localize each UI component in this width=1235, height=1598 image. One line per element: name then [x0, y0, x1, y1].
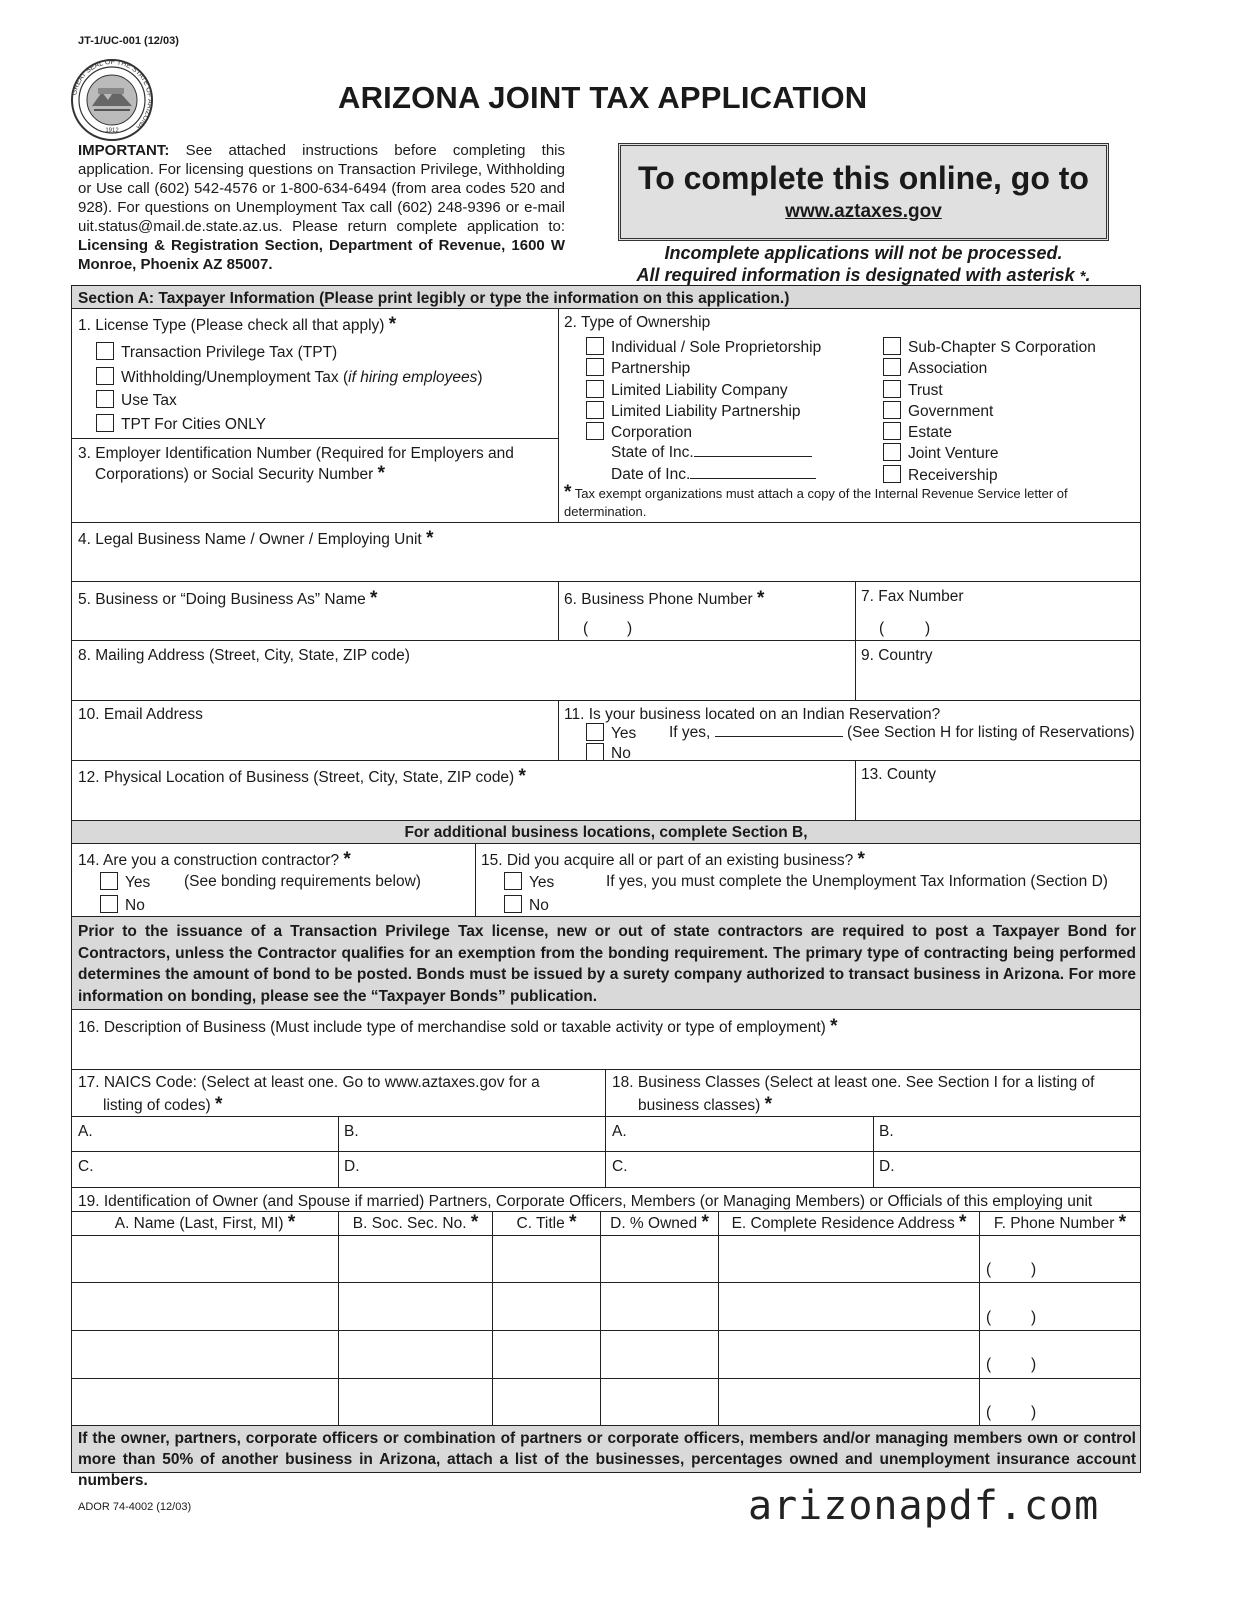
q14-label: 14. Are you a construction contractor? *: [78, 849, 351, 870]
reservation-name-field[interactable]: If yes, (See Section H for listing of Reservations): [669, 724, 1135, 741]
col-header-name: A. Name (Last, First, MI) *: [114, 1212, 296, 1233]
watermark: arizonapdf.com: [748, 1483, 1100, 1529]
dba-name-input[interactable]: [72, 612, 557, 639]
ownership-llc-checkbox[interactable]: Limited Liability Company: [586, 380, 788, 400]
reservation-no-checkbox[interactable]: No: [586, 743, 631, 763]
important-text: See attached instructions before completing this application. For licensing questions on Transaction Privilege, Withholding or Use call (602) 542-4576 or 1-800-634-6494 (from area codes 520 and 928). For questions on Unemployment Tax call (602) 248-9396 or e-mail uit.status@mail.de.state.az.us. Please return complete application to:: [78, 142, 565, 235]
contractor-yes-note: (See bonding requirements below): [184, 873, 421, 890]
ownership-corporation-checkbox[interactable]: Corporation: [586, 422, 692, 442]
license-tpt-cities-checkbox[interactable]: TPT For Cities ONLY: [96, 414, 266, 434]
physical-location-input[interactable]: [72, 790, 854, 819]
online-url-link[interactable]: www.aztaxes.gov: [785, 201, 942, 222]
incomplete-note: [618, 242, 1109, 288]
business-class-c-input[interactable]: C.: [612, 1158, 628, 1175]
footer-form-code: ADOR 74-4002 (12/03): [78, 1501, 192, 1513]
ownership-sub-s-checkbox[interactable]: Sub-Chapter S Corporation: [883, 337, 1096, 357]
q7-label: 7. Fax Number: [861, 588, 964, 605]
table-row[interactable]: ( ): [986, 1309, 1037, 1326]
q17-label-line2: listing of codes) *: [103, 1094, 223, 1115]
table-row[interactable]: ( ): [986, 1404, 1037, 1421]
q11-label: 11. Is your business located on an Indian Reservation?: [564, 706, 941, 723]
ownership-trust-checkbox[interactable]: Trust: [883, 380, 943, 400]
online-box: [618, 143, 1109, 241]
q6-label: 6. Business Phone Number *: [564, 588, 765, 609]
q8-label: 8. Mailing Address (Street, City, State, ZIP code): [78, 647, 410, 664]
required-line: All required information is designated with asterisk *.: [636, 265, 1091, 285]
mailing-address-input[interactable]: [72, 668, 854, 699]
col-header-phone: F. Phone Number *: [993, 1212, 1127, 1233]
contractor-yes-checkbox[interactable]: Yes: [100, 872, 150, 892]
seal-year: 1912: [105, 128, 119, 134]
q5-label: 5. Business or “Doing Business As” Name *: [78, 588, 378, 609]
q3-label-line2: Corporations) or Social Security Number *: [95, 463, 385, 484]
col-header-title: C. Title *: [516, 1212, 577, 1233]
page-title: ARIZONA JOINT TAX APPLICATION: [338, 80, 868, 115]
fax-number-input[interactable]: ( ): [879, 620, 931, 637]
contractor-no-checkbox[interactable]: No: [100, 895, 145, 915]
country-input[interactable]: [857, 668, 1140, 699]
additional-locations-banner: For additional business locations, complete Section B,: [404, 824, 808, 841]
return-address: Licensing & Registration Section, Department of Revenue, 1600 W Monroe, Phoenix AZ 85007.: [78, 237, 565, 273]
date-of-inc-field[interactable]: Date of Inc.: [611, 465, 816, 484]
col-header-owned: D. % Owned *: [610, 1212, 709, 1233]
acquired-no-checkbox[interactable]: No: [504, 895, 549, 915]
county-input[interactable]: [857, 790, 1140, 819]
business-class-d-input[interactable]: D.: [879, 1158, 895, 1175]
ownership-receivership-checkbox[interactable]: Receivership: [883, 465, 998, 485]
naics-code-a-input[interactable]: A.: [78, 1123, 93, 1140]
license-use-tax-checkbox[interactable]: Use Tax: [96, 390, 177, 410]
q19-label: 19. Identification of Owner (and Spouse if married) Partners, Corporate Officers, Members (or Managing Members) or Officials of this employing unit: [78, 1193, 1093, 1210]
col-header-address: E. Complete Residence Address *: [731, 1212, 967, 1233]
acquired-yes-note: If yes, you must complete the Unemployment Tax Information (Section D): [606, 873, 1108, 890]
ownership-government-checkbox[interactable]: Government: [883, 401, 993, 421]
ownership-association-checkbox[interactable]: Association: [883, 358, 987, 378]
section-a-title: Section A: Taxpayer Information (Please print legibly or type the information on this application.): [78, 290, 790, 307]
table-row[interactable]: ( ): [986, 1261, 1037, 1278]
form-code: JT-1/UC-001 (12/03): [78, 35, 179, 47]
q1-label: 1. License Type (Please check all that apply) *: [78, 314, 397, 335]
ownership-individual-checkbox[interactable]: Individual / Sole Proprietorship: [586, 337, 821, 357]
ownership-partnership-checkbox[interactable]: Partnership: [586, 358, 690, 378]
license-tpt-checkbox[interactable]: Transaction Privilege Tax (TPT): [96, 342, 337, 362]
q9-label: 9. Country: [861, 647, 933, 664]
table-row[interactable]: ( ): [986, 1356, 1037, 1373]
business-description-input[interactable]: [72, 1040, 1140, 1068]
reservation-yes-checkbox[interactable]: Yes: [586, 723, 636, 743]
q3-label-line1: 3. Employer Identification Number (Required for Employers and: [78, 445, 514, 462]
q18-label-line2: business classes) *: [638, 1094, 773, 1115]
business-phone-input[interactable]: ( ): [583, 620, 633, 637]
ownership-estate-checkbox[interactable]: Estate: [883, 422, 952, 442]
q15-label: 15. Did you acquire all or part of an existing business? *: [481, 849, 865, 870]
q2-label: 2. Type of Ownership: [564, 314, 711, 331]
important-note: [78, 141, 565, 274]
license-withholding-checkbox[interactable]: Withholding/Unemployment Tax (if hiring employees): [96, 367, 483, 387]
naics-code-c-input[interactable]: C.: [78, 1158, 94, 1175]
seal-text: GREAT SEAL OF THE STATE OF ARIZONA: [71, 58, 154, 131]
q17-label-line1: 17. NAICS Code: (Select at least one. Go to www.aztaxes.gov for a: [78, 1074, 540, 1091]
ownership-joint-venture-checkbox[interactable]: Joint Venture: [883, 443, 998, 463]
important-label: IMPORTANT:: [78, 142, 170, 159]
business-class-b-input[interactable]: B.: [879, 1123, 894, 1140]
ownership-llp-checkbox[interactable]: Limited Liability Partnership: [586, 401, 801, 421]
state-of-inc-field[interactable]: State of Inc.: [611, 443, 812, 462]
q16-label: 16. Description of Business (Must include type of merchandise sold or taxable activity or type of employment) *: [78, 1016, 838, 1037]
q12-label: 12. Physical Location of Business (Street, City, State, ZIP code) *: [78, 766, 526, 787]
q18-label-line1: 18. Business Classes (Select at least one. See Section I for a listing of: [612, 1074, 1095, 1091]
q13-label: 13. County: [861, 766, 936, 783]
col-header-ssn: B. Soc. Sec. No. *: [352, 1212, 479, 1233]
incomplete-line: Incomplete applications will not be processed.: [664, 243, 1063, 263]
arizona-seal-icon: [70, 58, 154, 142]
q10-label: 10. Email Address: [78, 706, 203, 723]
business-class-a-input[interactable]: A.: [612, 1123, 627, 1140]
bond-notice: Prior to the issuance of a Transaction Privilege Tax license, new or out of state contractors are required to post a Taxpayer Bond for Contractors, unless the Contractor qualifies for an exemption from the bonding requirement. The primary type of contracting being performed determines the amount of bond to be posted. Bonds must be issued by a surety company authorized to transact business in Arizona. For more information on bonding, please see the “Taxpayer Bonds” publication.: [78, 923, 1136, 1005]
legal-business-name-input[interactable]: [72, 552, 1140, 580]
owner-control-notice: If the owner, partners, corporate officers or combination of partners or corporate officers, members and/or managing members own or control more than 50% of another business in Arizona, attach a list of the businesses, percentages owned and unemployment insurance account numbers.: [78, 1430, 1136, 1489]
q4-label: 4. Legal Business Name / Owner / Employing Unit *: [78, 528, 434, 549]
naics-code-d-input[interactable]: D.: [344, 1158, 360, 1175]
naics-code-b-input[interactable]: B.: [344, 1123, 359, 1140]
online-title: To complete this online, go to: [638, 160, 1089, 196]
acquired-yes-checkbox[interactable]: Yes: [504, 872, 554, 892]
tax-exempt-note: * Tax exempt organizations must attach a copy of the Internal Revenue Service letter of determination.: [564, 482, 1068, 519]
email-address-input[interactable]: [72, 727, 557, 759]
